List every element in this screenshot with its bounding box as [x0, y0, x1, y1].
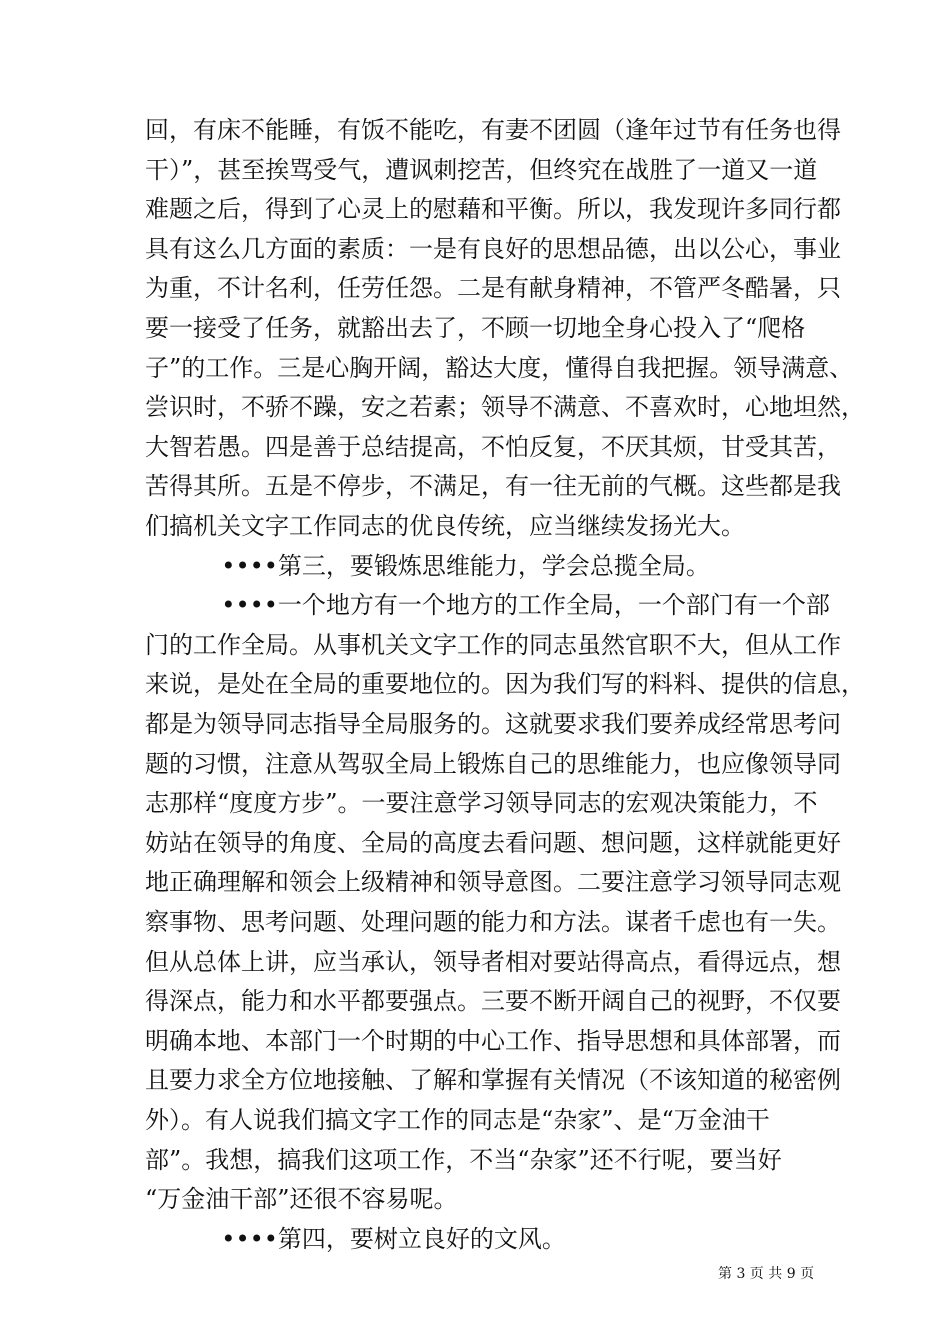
- section-heading: ••••第三，要锻炼思维能力，学会总揽全局。: [145, 551, 710, 580]
- text-line: 志那样“度度方步”。一要注意学习领导同志的宏观决策能力，不: [145, 789, 818, 818]
- text-line: 苦得其所。五是不停步，不满足，有一往无前的气概。这些都是我: [145, 472, 841, 501]
- text-line: 得深点，能力和水平都要强点。三要不断开阔自己的视野，不仅要: [145, 987, 841, 1016]
- text-line: 难题之后，得到了心灵上的慰藉和平衡。所以，我发现许多同行都: [145, 195, 841, 224]
- text-line: 们搞机关文字工作同志的优良传统，应当继续发扬光大。: [145, 512, 745, 540]
- page-number: 第 3 页 共 9 页: [718, 1266, 815, 1283]
- text-line: 具有这么几方面的素质：一是有良好的思想品德，出以公心，事业: [145, 234, 841, 263]
- text-line: 察事物、思考问题、处理问题的能力和方法。谋者千虑也有一失。: [145, 908, 841, 936]
- text-line: 但从总体上讲，应当承认，领导者相对要站得高点，看得远点，想: [145, 947, 841, 976]
- text-line: 干）”，甚至挨骂受气，遭讽刺挖苦，但终究在战胜了一道又一道: [145, 155, 818, 184]
- text-line: 为重，不计名利，任劳任怨。二是有献身精神，不管严冬酷暑，只: [145, 274, 841, 303]
- text-line: 尝识时，不骄不躁，安之若素；领导不满意、不喜欢时，心地坦然，: [145, 393, 865, 422]
- text-line: 地正确理解和领会上级精神和领导意图。二要注意学习领导同志观: [145, 868, 841, 897]
- text-line: 题的习惯，注意从驾驭全局上锻炼自己的思维能力，也应像领导同: [145, 749, 841, 778]
- text-line: 且要力求全方位地接触、了解和掌握有关情况（不该知道的秘密例: [145, 1066, 841, 1095]
- text-line: “万金油干部”还很不容易呢。: [145, 1185, 458, 1214]
- text-line: 来说，是处在全局的重要地位的。因为我们写的料料、提供的信息，: [145, 670, 865, 699]
- text-line: 都是为领导同志指导全局服务的。这就要求我们要养成经常思考问: [145, 710, 841, 738]
- text-line: 门的工作全局。从事机关文字工作的同志虽然官职不大，但从工作: [145, 630, 841, 659]
- text-line: 外）。有人说我们搞文字工作的同志是“杂家”、是“万金油干: [145, 1106, 770, 1134]
- text-line: ••••一个地方有一个地方的工作全局，一个部门有一个部: [145, 591, 830, 620]
- text-line: 明确本地、本部门一个时期的中心工作、指导思想和具体部署，而: [145, 1026, 841, 1055]
- text-line: 子”的工作。三是心胸开阔，豁达大度，懂得自我把握。领导满意、: [145, 353, 854, 382]
- section-heading: ••••第四，要树立良好的文风。: [145, 1224, 566, 1253]
- text-line: 部”。我想，搞我们这项工作，不当“杂家”还不行呢，要当好: [145, 1145, 782, 1174]
- text-line: 回，有床不能睡，有饭不能吃，有妻不团圆（逢年过节有任务也得: [145, 116, 841, 144]
- text-line: 大智若愚。四是善于总结提高，不怕反复，不厌其烦，甘受其苦，: [145, 432, 841, 461]
- text-line: 妨站在领导的角度、全局的高度去看问题、想问题，这样就能更好: [145, 828, 841, 857]
- text-line: 要一接受了任务，就豁出去了，不顾一切地全身心投入了“爬格: [145, 314, 806, 342]
